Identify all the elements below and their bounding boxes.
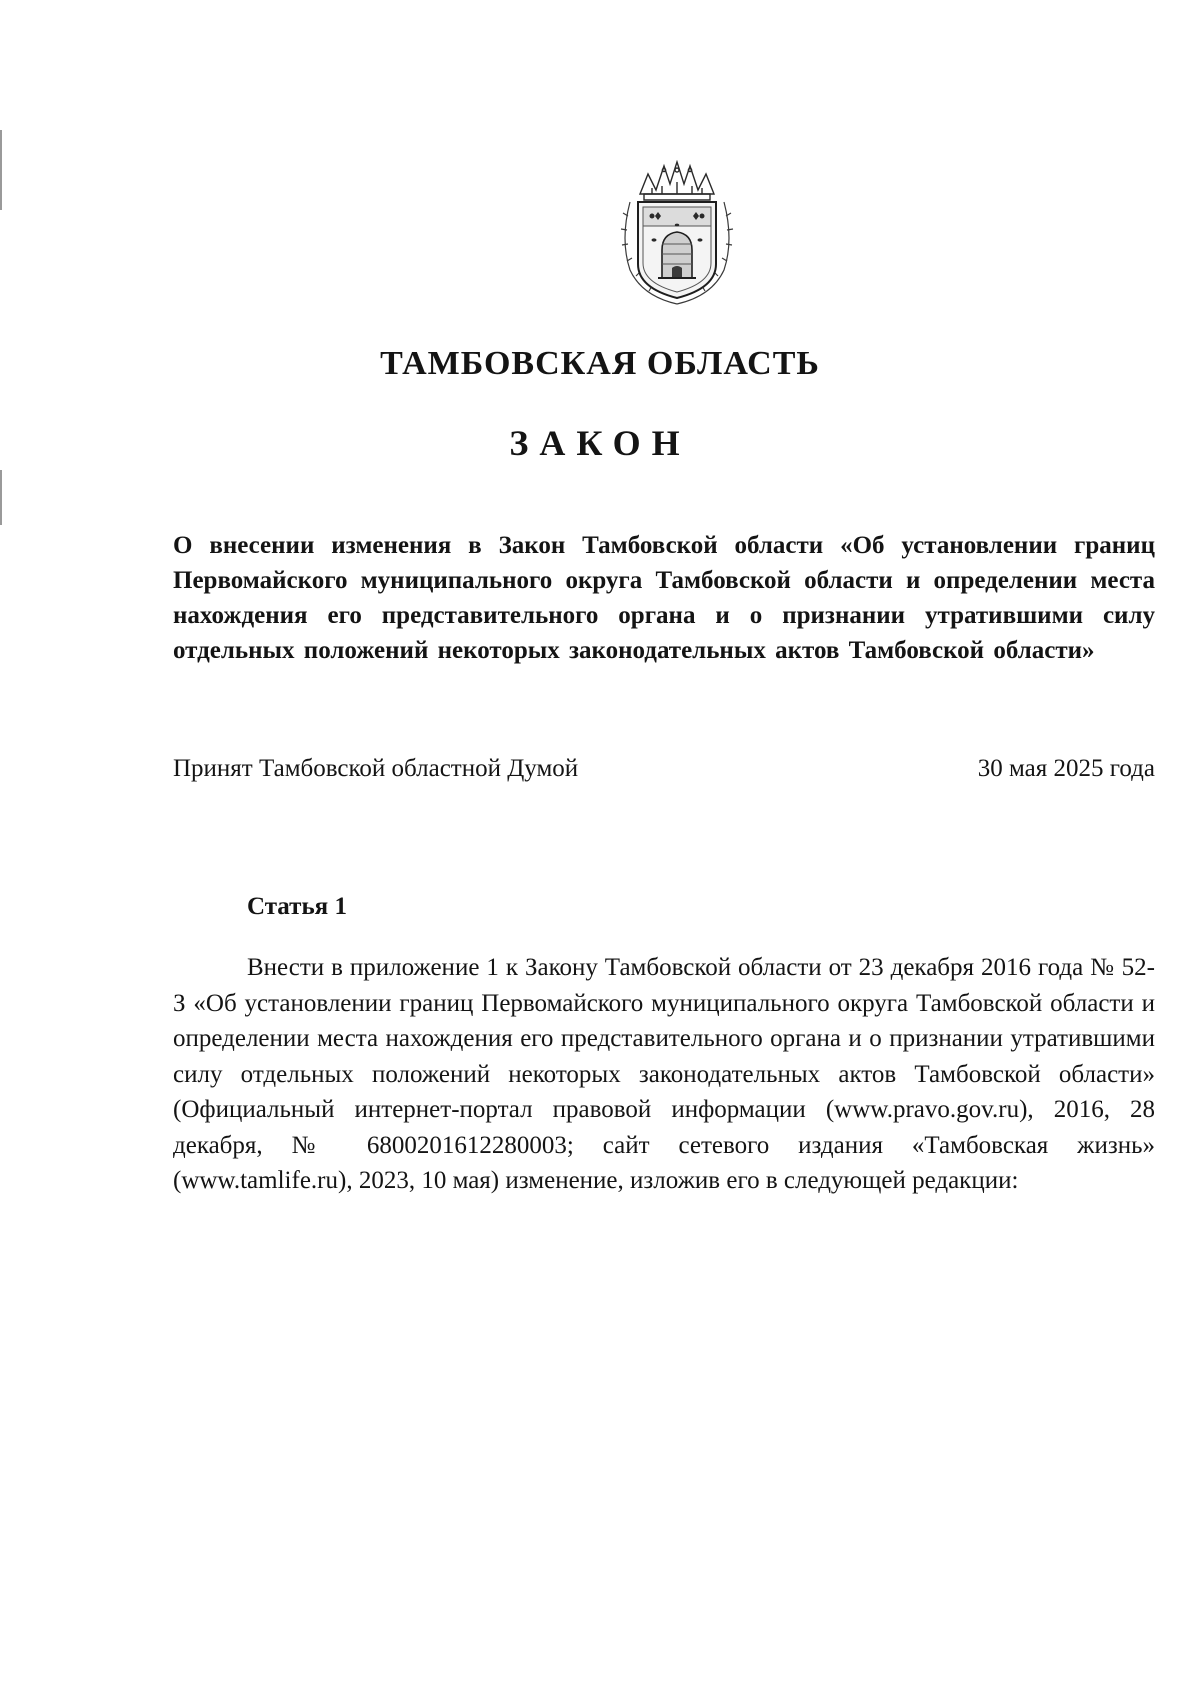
scan-edge-mark [0,130,2,210]
law-title: О внесении изменения в Закон Тамбовской области «Об установлении границ Первомайского муниципального округа Тамбовской области и определении места нахождения его представительного органа и о признании утратившими силу отдельных положений некоторых законодательных актов Тамбовской области» [173,532,1155,664]
tambov-coat-of-arms-icon [618,160,736,306]
scan-edge-mark [0,470,2,525]
article-text: Внести в приложение 1 к Закону Тамбовской области от 23 декабря 2016 года № 52-З «Об установлении границ Первомайского муниципального округа Тамбовской области и определении места нахождения его представительного органа и о признании утратившими силу отдельных положений некоторых законодательных актов Тамбовской области» (Официальный интернет-портал правовой информации (www.pravo.gov.ru), 2016, 28 декабря, № 6800201612280003; сайт сетевого издания «Тамбовская жизнь» (www.tamlife.ru), 2023, 10 мая) изменение, изложив его в следующей редакции: [173,954,1155,1194]
adopted-by-text: Принят Тамбовской областной Думой [173,755,579,782]
region-heading: ТАМБОВСКАЯ ОБЛАСТЬ [380,345,820,382]
document-type-heading: ЗАКОН [509,423,691,463]
adoption-date: 30 мая 2025 года [977,755,1155,782]
article-heading: Статья 1 [247,893,347,920]
